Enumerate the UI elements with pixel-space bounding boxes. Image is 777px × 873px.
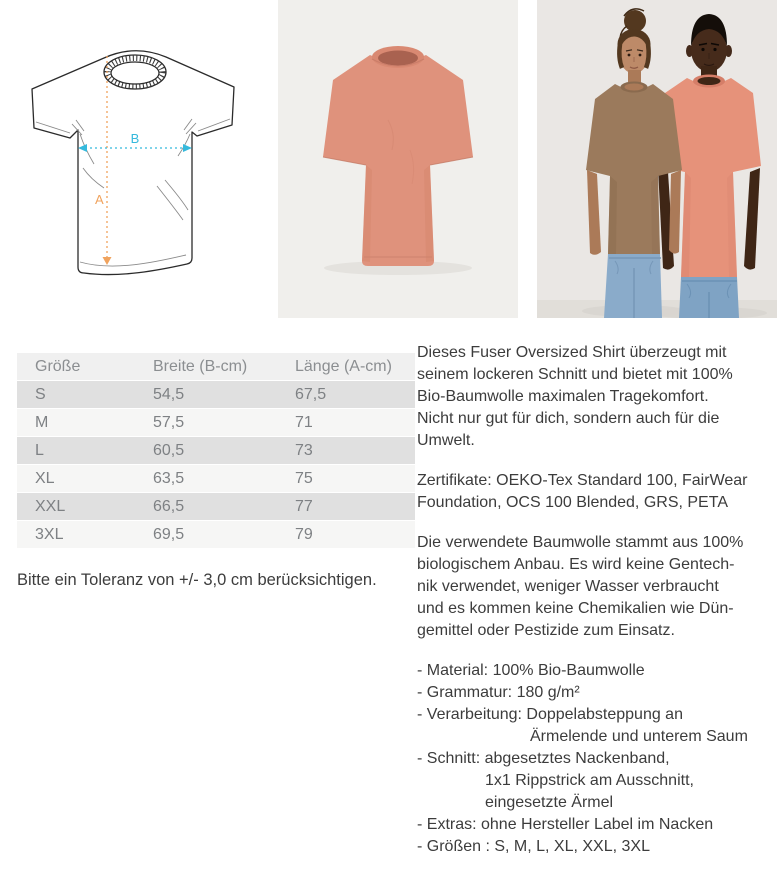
text-line: Dieses Fuser Oversized Shirt überzeugt mit [417, 344, 727, 361]
text-line: Umwelt. [417, 432, 475, 449]
measurement-diagram [10, 20, 250, 300]
description-paragraph-intro [417, 342, 777, 452]
table-row [17, 381, 415, 408]
product-description [417, 342, 777, 858]
cell-size: M [17, 409, 153, 436]
size-table [17, 352, 415, 549]
detail-line-extras: - Extras: ohne Hersteller Label im Nacken [417, 816, 714, 833]
description-paragraph-certificates [417, 470, 777, 514]
cell-length: 75 [295, 465, 415, 492]
cell-width: 69,5 [153, 521, 295, 548]
cell-width: 63,5 [153, 465, 295, 492]
cell-length: 79 [295, 521, 415, 548]
table-row [17, 409, 415, 436]
cell-length: 73 [295, 437, 415, 464]
table-row [17, 493, 415, 520]
cell-length: 67,5 [295, 381, 415, 408]
cell-width: 57,5 [153, 409, 295, 436]
description-details [417, 660, 777, 858]
column-header-length: Länge (A-cm) [295, 353, 415, 380]
label-b: B [130, 131, 140, 146]
cell-size: 3XL [17, 521, 153, 548]
table-header-row [17, 353, 415, 380]
detail-line-material: - Material: 100% Bio-Baumwolle [417, 662, 645, 679]
models-image [537, 0, 777, 318]
cell-size: XL [17, 465, 153, 492]
text-line: Foundation, OCS 100 Blended, GRS, PETA [417, 494, 728, 511]
table-row [17, 437, 415, 464]
label-a: A [95, 192, 104, 207]
description-paragraph-cotton [417, 532, 777, 642]
flat-shirt-image [278, 0, 518, 318]
cell-width: 66,5 [153, 493, 295, 520]
detail-line-schnitt-cont: 1x1 Rippstrick am Ausschnitt, [485, 772, 694, 789]
cell-size: L [17, 437, 153, 464]
detail-line-verarbeitung-cont: Ärmelende und unterem Saum [530, 728, 748, 745]
text-line: seinem lockeren Schnitt und bietet mit 100% [417, 366, 733, 383]
text-line: Zertifikate: OEKO-Tex Standard 100, FairWear [417, 472, 748, 489]
text-line: Nicht nur gut für dich, sondern auch für die [417, 410, 720, 427]
cell-width: 54,5 [153, 381, 295, 408]
column-header-width: Breite (B-cm) [153, 353, 295, 380]
text-line: Die verwendete Baumwolle stammt aus 100% [417, 534, 744, 551]
cell-length: 71 [295, 409, 415, 436]
detail-line-schnitt: - Schnitt: abgesetztes Nackenband, [417, 750, 670, 767]
tolerance-note: Bitte ein Toleranz von +/- 3,0 cm berücksichtigen. [17, 571, 377, 589]
detail-line-schnitt-cont2: eingesetzte Ärmel [485, 794, 614, 811]
product-photo-flat[interactable] [278, 0, 518, 318]
cell-width: 60,5 [153, 437, 295, 464]
tshirt-line-drawing [10, 20, 250, 300]
table-row [17, 521, 415, 548]
detail-line-verarbeitung: - Verarbeitung: Doppelabsteppung an [417, 706, 683, 723]
text-line: Bio-Baumwolle maximalen Tragekomfort. [417, 388, 709, 405]
detail-line-grammatur: - Grammatur: 180 g/m² [417, 684, 580, 701]
detail-line-groessen: - Größen : S, M, L, XL, XXL, 3XL [417, 838, 650, 855]
text-line: gemittel oder Pestizide zum Einsatz. [417, 622, 675, 639]
text-line: biologischem Anbau. Es wird keine Gentech- [417, 556, 735, 573]
column-header-size: Größe [17, 353, 153, 380]
cell-size: S [17, 381, 153, 408]
cell-length: 77 [295, 493, 415, 520]
text-line: und es kommen keine Chemikalien wie Dün- [417, 600, 734, 617]
right-arm [669, 170, 681, 254]
collar [104, 55, 166, 89]
table-row [17, 465, 415, 492]
text-line: nik verwendet, weniger Wasser verbraucht [417, 578, 719, 595]
product-photo-models[interactable] [537, 0, 777, 318]
jeans [604, 254, 662, 318]
cell-size: XXL [17, 493, 153, 520]
